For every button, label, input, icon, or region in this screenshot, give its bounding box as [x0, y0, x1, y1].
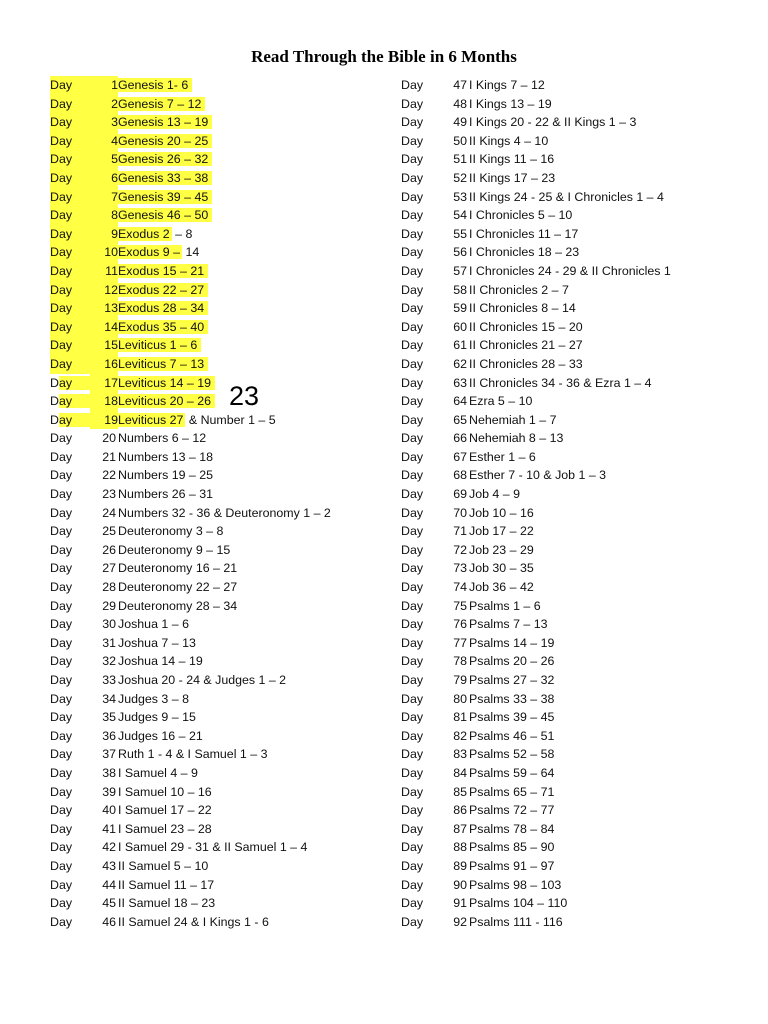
day-number: 42 [102, 840, 116, 855]
day-number: 6 [90, 169, 118, 188]
day-number: 44 [102, 877, 116, 892]
day-number: 64 [453, 394, 467, 409]
reading-range: I Samuel 17 – 22 [118, 803, 212, 818]
day-number: 17 [90, 374, 118, 393]
reading-range: Psalms 14 – 19 [469, 635, 555, 650]
reading-range: I Kings 20 - 22 & II Kings 1 – 3 [469, 115, 637, 130]
reading-range: II Chronicles 34 - 36 & Ezra 1 – 4 [469, 375, 652, 390]
reading-range: Exodus 9 – 14 [118, 245, 200, 260]
day-number: 21 [102, 449, 116, 464]
day-number: 49 [453, 115, 467, 130]
reading-range: Nehemiah 1 – 7 [469, 412, 557, 427]
day-number: 35 [102, 710, 116, 725]
day-number: 53 [453, 189, 467, 204]
reading-range: Psalms 33 – 38 [469, 691, 555, 706]
day-label: Day [50, 542, 73, 557]
day-number: 19 [90, 411, 118, 430]
reading-range: Genesis 46 – 50 [118, 206, 212, 225]
reading-range: Nehemiah 8 – 13 [469, 431, 564, 446]
day-number: 58 [453, 282, 467, 297]
day-label: Day [50, 336, 92, 355]
reading-range: Psalms 98 – 103 [469, 877, 562, 892]
day-number: 71 [453, 524, 467, 539]
reading-range: I Samuel 23 – 28 [118, 821, 212, 836]
reading-range: I Chronicles 18 – 23 [469, 245, 580, 260]
day-number: 13 [90, 299, 118, 318]
day-label: Day [50, 765, 73, 780]
reading-range: II Samuel 5 – 10 [118, 858, 209, 873]
day-label: Day [50, 858, 73, 873]
reading-range: Exodus 22 – 27 [118, 281, 208, 300]
reading-range: I Samuel 29 - 31 & II Samuel 1 – 4 [118, 840, 308, 855]
day-number: 74 [453, 580, 467, 595]
reading-range: Psalms 78 – 84 [469, 821, 555, 836]
day-label: Day [401, 487, 424, 502]
reading-range: Leviticus 14 – 19 [118, 374, 215, 393]
day-number: 38 [102, 765, 116, 780]
day-label: Day [401, 784, 424, 799]
day-label: Day [50, 561, 73, 576]
day-label: Day [50, 821, 73, 836]
day-number: 62 [453, 356, 467, 371]
day-number: 78 [453, 654, 467, 669]
day-label: Day [401, 580, 424, 595]
day-number: 34 [102, 691, 116, 706]
day-label: Day [401, 356, 424, 371]
day-number: 83 [453, 747, 467, 762]
reading-range: Job 23 – 29 [469, 542, 534, 557]
day-label: Day [50, 449, 73, 464]
day-label: Day [50, 374, 90, 393]
day-label: Day [401, 524, 424, 539]
day-number: 18 [90, 392, 118, 411]
day-number: 81 [453, 710, 467, 725]
day-number: 43 [102, 858, 116, 873]
reading-range: Ruth 1 - 4 & I Samuel 1 – 3 [118, 747, 268, 762]
day-number: 41 [102, 821, 116, 836]
reading-range: Numbers 32 - 36 & Deuteronomy 1 – 2 [118, 505, 331, 520]
day-number: 30 [102, 617, 116, 632]
day-number: 28 [102, 580, 116, 595]
day-number: 66 [453, 431, 467, 446]
day-number: 92 [453, 914, 467, 929]
day-label: Day [50, 803, 73, 818]
day-number: 32 [102, 654, 116, 669]
day-number: 57 [453, 263, 467, 278]
day-number: 10 [90, 243, 118, 262]
reading-range: I Kings 7 – 12 [469, 78, 545, 92]
day-label: Day [50, 673, 73, 687]
day-label: Day [401, 505, 424, 520]
day-number: 24 [102, 505, 116, 520]
day-number: 90 [453, 877, 467, 892]
day-number: 27 [102, 561, 116, 576]
reading-range: Psalms 46 – 51 [469, 728, 555, 743]
day-label: Day [401, 840, 424, 855]
reading-range: Deuteronomy 9 – 15 [118, 542, 231, 557]
reading-range: Job 4 – 9 [469, 487, 520, 502]
day-label: Day [401, 561, 424, 576]
day-label: Day [401, 412, 424, 427]
day-label: Day [50, 914, 73, 929]
reading-range: II Samuel 11 – 17 [118, 877, 215, 892]
day-label: Day [401, 170, 424, 185]
day-label: Day [50, 710, 73, 725]
reading-range: II Chronicles 2 – 7 [469, 282, 569, 297]
day-number: 76 [453, 617, 467, 632]
reading-range: II Chronicles 28 – 33 [469, 356, 583, 371]
reading-range: Genesis 7 – 12 [118, 95, 205, 114]
day-label: Day [401, 115, 424, 130]
day-number: 68 [453, 468, 467, 483]
day-label: Day [50, 691, 73, 706]
day-label: Day [50, 169, 92, 188]
reading-range: Psalms 52 – 58 [469, 747, 555, 762]
reading-range: Judges 9 – 15 [118, 710, 196, 725]
day-number: 23 [102, 487, 116, 502]
reading-range: Leviticus 7 – 13 [118, 355, 208, 374]
day-label: Day [401, 617, 424, 632]
day-label: Day [401, 468, 424, 483]
reading-range: II Chronicles 8 – 14 [469, 301, 576, 316]
day-label: Day [401, 245, 424, 260]
day-number: 47 [453, 78, 467, 92]
day-number: 85 [453, 784, 467, 799]
day-label: Day [401, 691, 424, 706]
day-label: Day [50, 76, 92, 95]
reading-range: Numbers 19 – 25 [118, 468, 214, 483]
day-number: 84 [453, 765, 467, 780]
day-label: Day [401, 449, 424, 464]
reading-range: II Chronicles 15 – 20 [469, 319, 583, 334]
reading-range: Psalms 72 – 77 [469, 803, 555, 818]
reading-range: II Samuel 24 & I Kings 1 - 6 [118, 914, 269, 929]
reading-range: Psalms 1 – 6 [469, 598, 541, 613]
reading-range: II Kings 17 – 23 [469, 170, 556, 185]
day-number: 12 [90, 281, 118, 300]
day-label: Day [50, 243, 92, 262]
day-number: 86 [453, 803, 467, 818]
day-number: 33 [102, 673, 116, 687]
reading-range: Psalms 104 – 110 [469, 896, 568, 911]
reading-range: Leviticus 20 – 26 [118, 392, 215, 411]
reading-range: Deuteronomy 22 – 27 [118, 580, 238, 595]
day-number: 55 [453, 226, 467, 241]
reading-range: II Kings 24 - 25 & I Chronicles 1 – 4 [469, 189, 664, 204]
day-number: 82 [453, 728, 467, 743]
day-number: 26 [102, 542, 116, 557]
day-label: Day [50, 95, 92, 114]
day-label: Day [401, 263, 424, 278]
day-number: 31 [102, 635, 116, 650]
reading-range: Numbers 26 – 31 [118, 487, 214, 502]
day-number: 59 [453, 301, 467, 316]
day-label: Day [50, 132, 92, 151]
day-label: Day [401, 673, 424, 687]
day-label: Day [50, 113, 92, 132]
reading-range: I Chronicles 5 – 10 [469, 208, 573, 223]
day-number: 3 [90, 113, 118, 132]
reading-range: Ezra 5 – 10 [469, 394, 533, 409]
day-number: 4 [90, 132, 118, 151]
day-number: 29 [102, 598, 116, 613]
reading-range: Exodus 15 – 21 [118, 262, 208, 281]
day-label: Day [50, 150, 92, 169]
reading-range: Job 36 – 42 [469, 580, 534, 595]
day-label: Day [401, 152, 424, 167]
day-label: Day [401, 431, 424, 446]
day-number: 22 [102, 468, 116, 483]
day-label: Day [50, 598, 73, 613]
day-label: Day [401, 635, 424, 650]
day-number: 56 [453, 245, 467, 260]
reading-range: I Samuel 10 – 16 [118, 784, 212, 799]
day-label: Day [401, 394, 424, 409]
day-number: 11 [90, 262, 118, 281]
day-label: Day [401, 765, 424, 780]
day-label: Day [50, 635, 73, 650]
day-number: 5 [90, 150, 118, 169]
day-label: Day [50, 411, 90, 430]
reading-range: I Kings 13 – 19 [469, 96, 552, 111]
day-number: 48 [453, 96, 467, 111]
reading-range: II Kings 4 – 10 [469, 133, 549, 148]
day-number: 69 [453, 487, 467, 502]
reading-range: Leviticus 27 & Number 1 – 5 [118, 412, 276, 427]
day-number: 87 [453, 821, 467, 836]
day-label: Day [401, 710, 424, 725]
day-label: Day [50, 299, 92, 318]
page-title: Read Through the Bible in 6 Months [251, 47, 517, 66]
day-label: Day [401, 301, 424, 316]
day-label: Day [401, 226, 424, 241]
day-label: Day [401, 896, 424, 911]
day-number: 45 [102, 896, 116, 911]
day-label: Day [50, 505, 73, 520]
reading-range: I Chronicles 24 - 29 & II Chronicles 1 [469, 263, 671, 278]
reading-range: Joshua 14 – 19 [118, 654, 203, 669]
day-label: Day [401, 282, 424, 297]
reading-range: Psalms 39 – 45 [469, 710, 555, 725]
reading-range: Esther 1 – 6 [469, 449, 536, 464]
reading-range: Job 30 – 35 [469, 561, 534, 576]
day-label: Day [50, 468, 73, 483]
day-label: Day [401, 338, 424, 353]
day-label: Day [50, 896, 73, 911]
day-label: Day [50, 206, 92, 225]
day-number: 46 [102, 914, 116, 929]
day-number: 37 [102, 747, 116, 762]
reading-range: I Chronicles 11 – 17 [469, 226, 579, 241]
day-label: Day [401, 858, 424, 873]
day-label: Day [401, 728, 424, 743]
reading-range: Genesis 26 – 32 [118, 150, 212, 169]
day-label: Day [50, 431, 73, 446]
day-number: 16 [90, 355, 118, 374]
day-label: Day [401, 654, 424, 669]
reading-range: Genesis 33 – 38 [118, 169, 212, 188]
day-label: Day [401, 803, 424, 818]
day-number: 7 [90, 188, 118, 207]
day-label: Day [50, 877, 73, 892]
reading-range: Psalms 59 – 64 [469, 765, 555, 780]
day-label: Day [50, 617, 73, 632]
reading-range: Judges 3 – 8 [118, 691, 189, 706]
day-number: 73 [453, 561, 467, 576]
day-label: Day [50, 747, 73, 762]
reading-range: Deuteronomy 3 – 8 [118, 524, 224, 539]
day-label: Day [401, 877, 424, 892]
reading-range: Job 10 – 16 [469, 505, 534, 520]
day-number: 40 [102, 803, 116, 818]
day-number: 79 [453, 673, 467, 687]
day-label: Day [50, 524, 73, 539]
reading-range: Genesis 39 – 45 [118, 188, 212, 207]
day-number: 9 [90, 225, 118, 244]
day-number: 36 [102, 728, 116, 743]
day-number: 75 [453, 598, 467, 613]
day-number: 39 [102, 784, 116, 799]
reading-range: Psalms 85 – 90 [469, 840, 555, 855]
day-number: 20 [102, 431, 116, 446]
day-label: Day [50, 840, 73, 855]
reading-range: Joshua 7 – 13 [118, 635, 196, 650]
day-number: 77 [453, 635, 467, 650]
day-number: 63 [453, 375, 467, 390]
day-number: 65 [453, 412, 467, 427]
reading-range: Esther 7 - 10 & Job 1 – 3 [469, 468, 607, 483]
day-label: Day [50, 355, 92, 374]
day-label: Day [50, 728, 73, 743]
day-label: Day [50, 318, 92, 337]
day-number: 60 [453, 319, 467, 334]
reading-range: Deuteronomy 28 – 34 [118, 598, 238, 613]
day-number: 51 [453, 152, 467, 167]
day-label: Day [50, 487, 73, 502]
reading-range: Exodus 35 – 40 [118, 318, 208, 337]
day-number: 2 [90, 95, 118, 114]
day-number: 50 [453, 133, 467, 148]
reading-range: Deuteronomy 16 – 21 [118, 561, 238, 576]
day-label: Day [401, 598, 424, 613]
day-label: Day [50, 225, 92, 244]
reading-range: Psalms 20 – 26 [469, 654, 555, 669]
day-label: Day [401, 747, 424, 762]
day-label: Day [401, 78, 424, 92]
reading-range: Leviticus 1 – 6 [118, 336, 201, 355]
handwritten-annotation: 23 [229, 381, 260, 411]
day-label: Day [401, 208, 424, 223]
reading-range: II Chronicles 21 – 27 [469, 338, 583, 353]
day-label: Day [50, 654, 73, 669]
day-number: 25 [102, 524, 116, 539]
day-number: 8 [90, 206, 118, 225]
reading-range: Joshua 1 – 6 [118, 617, 189, 632]
reading-range: Genesis 13 – 19 [118, 113, 212, 132]
reading-range: Genesis 1- 6 [118, 76, 192, 95]
day-label: Day [401, 542, 424, 557]
day-label: Day [401, 821, 424, 836]
reading-range: Numbers 6 – 12 [118, 431, 207, 446]
day-label: Day [401, 375, 424, 390]
reading-range: Psalms 91 – 97 [469, 858, 555, 873]
day-number: 91 [453, 896, 467, 911]
reading-range: Numbers 13 – 18 [118, 449, 214, 464]
day-label: Day [401, 914, 424, 929]
day-label: Day [401, 96, 424, 111]
reading-range: Exodus 2 – 8 [118, 226, 193, 241]
day-label: Day [50, 188, 92, 207]
reading-range: Psalms 27 – 32 [469, 673, 555, 687]
day-label: Day [401, 133, 424, 148]
day-number: 70 [453, 505, 467, 520]
day-label: Day [50, 281, 92, 300]
day-number: 15 [90, 336, 118, 355]
reading-range: Psalms 111 - 116 [469, 914, 563, 929]
day-label: Day [50, 392, 90, 411]
day-number: 72 [453, 542, 467, 557]
day-label: Day [401, 189, 424, 204]
day-number: 67 [453, 449, 467, 464]
reading-range: Psalms 7 – 13 [469, 617, 548, 632]
reading-range: I Samuel 4 – 9 [118, 765, 198, 780]
reading-range: II Kings 11 – 16 [469, 152, 555, 167]
reading-range: Exodus 28 – 34 [118, 299, 208, 318]
day-label: Day [50, 784, 73, 799]
reading-range: Genesis 20 – 25 [118, 132, 212, 151]
day-number: 14 [90, 318, 118, 337]
day-number: 88 [453, 840, 467, 855]
reading-range: Judges 16 – 21 [118, 728, 203, 743]
day-number: 80 [453, 691, 467, 706]
reading-range: Job 17 – 22 [469, 524, 534, 539]
day-label: Day [50, 262, 92, 281]
day-number: 52 [453, 170, 467, 185]
reading-range: Joshua 20 - 24 & Judges 1 – 2 [118, 673, 287, 687]
day-label: Day [401, 319, 424, 334]
day-number: 54 [453, 208, 467, 223]
day-number: 89 [453, 858, 467, 873]
reading-range: Psalms 65 – 71 [469, 784, 555, 799]
day-number: 1 [90, 76, 118, 95]
day-number: 61 [453, 338, 467, 353]
reading-range: II Samuel 18 – 23 [118, 896, 216, 911]
day-label: Day [50, 580, 73, 595]
